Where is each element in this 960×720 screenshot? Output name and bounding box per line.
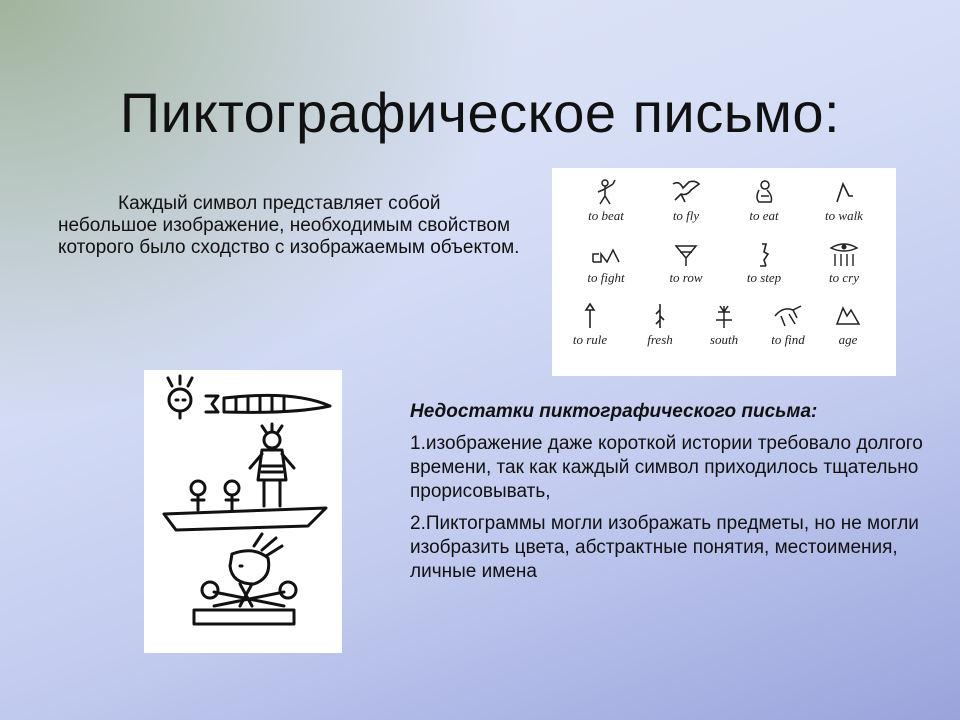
glyph-caption: to fly	[672, 208, 700, 223]
glyph-to-fight	[572, 240, 640, 300]
glyph-to-beat	[572, 178, 640, 238]
slide-title: Пиктографическое письмо:	[119, 81, 841, 144]
glyph-caption: to walk	[825, 208, 863, 223]
glyph-caption: fresh	[647, 332, 673, 347]
glyph-caption: to find	[771, 332, 805, 347]
age-pictogram-icon	[833, 302, 863, 330]
glyph-caption: south	[709, 332, 739, 347]
glyph-age	[818, 302, 878, 362]
glyph-caption: to row	[669, 270, 703, 285]
glyph-caption: to beat	[588, 208, 624, 223]
rule-pictogram-icon	[578, 302, 602, 330]
glyph-to-fly	[652, 178, 720, 238]
glyph-caption: age	[838, 332, 858, 347]
rock-drawing-illustration	[144, 370, 342, 653]
glyph-to-walk	[810, 178, 878, 238]
eat-pictogram-icon	[749, 178, 779, 206]
glyph-caption: to eat	[749, 208, 779, 223]
glyph-caption: to cry	[829, 270, 859, 285]
glyph-south	[694, 302, 754, 362]
glyph-to-cry	[810, 240, 878, 300]
rock-drawing-panel	[144, 370, 342, 653]
drawback-point-2: 2.Пиктограммы могли изображать предметы, но не могли изобразить цвета, абстрактные понятия, местоимения, личные имена	[410, 513, 919, 582]
walk-pictogram-icon	[829, 178, 859, 206]
row-pictogram-icon	[670, 240, 702, 268]
fight-pictogram-icon	[589, 240, 623, 268]
drawback-point-1: 1.изображение даже короткой истории требовало долгого времени, так как каждый символ приходилось тщательно прорисовывать,	[410, 433, 923, 502]
find-pictogram-icon	[771, 302, 805, 330]
step-pictogram-icon	[750, 240, 778, 268]
glyph-to-find	[758, 302, 818, 362]
glyph-fresh	[630, 302, 690, 362]
beat-pictogram-icon	[591, 178, 621, 206]
glyph-to-row	[652, 240, 720, 300]
intro-paragraph	[58, 193, 528, 259]
glyph-caption: to rule	[572, 332, 608, 347]
drawbacks-heading: Недостатки пиктографического письма:	[410, 401, 818, 422]
glyph-to-step	[730, 240, 798, 300]
fresh-plant-icon	[648, 302, 672, 330]
glyph-to-rule	[560, 302, 620, 362]
south-plant-icon	[712, 302, 736, 330]
drawbacks-block	[410, 400, 950, 592]
glyph-caption: to fight	[587, 270, 625, 285]
glyph-to-eat	[730, 178, 798, 238]
intro-text: Каждый символ представляет собой небольшое изображение, необходимым свойством которого было сходство с изображаемым объектом.	[58, 193, 520, 258]
fly-pictogram-icon	[669, 178, 703, 206]
cry-eye-icon	[827, 240, 861, 268]
pictogram-table	[552, 168, 896, 376]
glyph-caption: to step	[746, 270, 782, 285]
